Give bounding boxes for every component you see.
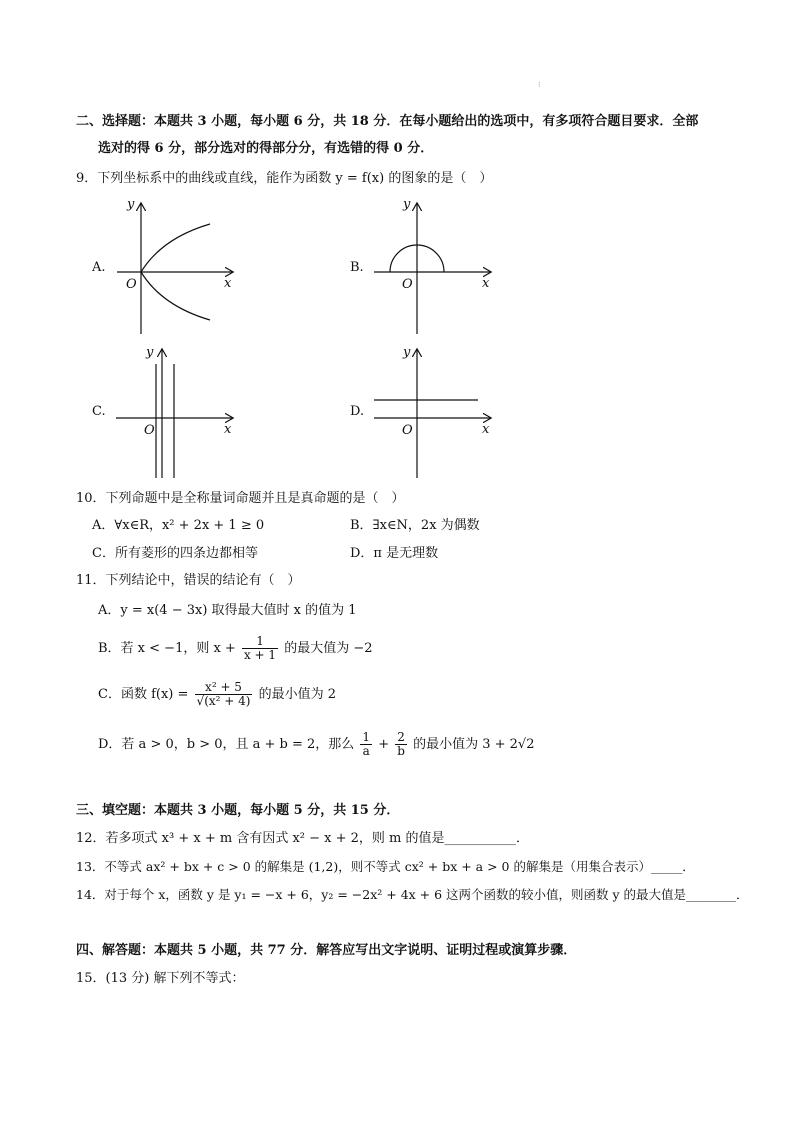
q10-stem: 10．下列命题中是全称量词命题并且是真命题的是（ ） [76,491,405,506]
origin-label: O [126,277,137,292]
q14-text: 14．对于每个 x，函数 y 是 y₁ = −x + 6，y₂ = −2x² + 4x + 6 这两个函数的较小值，则函数 y 的最大值是________． [76,887,749,902]
q11-option-a: A．y = x(4 − 3x) 取得最大值时 x 的值为 1 [98,603,357,618]
y-label: y [127,197,135,212]
q10-option-b: B．∃x∈N，2x 为偶数 [350,518,480,533]
q9-graph-a [112,198,242,338]
y-label: y [146,345,154,360]
q11-option-d [98,730,534,760]
q11-d-fraction-1 [360,731,372,758]
q9-option-d-label: D. [350,404,365,419]
q11-option-c [98,680,336,710]
q9-option-b-label: B. [350,260,364,275]
q11-d-plus: + [378,737,390,752]
q11-b-denominator: x + 1 [243,648,277,662]
corner-mark: ⁝ [538,80,541,89]
q12-text: 12．若多项式 x³ + x + m 含有因式 x² − x + 2，则 m 的值是___________． [76,831,530,846]
q11-c-fraction [195,681,253,708]
q11-c-numerator: x² + 5 [195,681,253,695]
q11-c-denominator: √(x² + 4) [196,694,251,708]
q11-b-prefix: B．若 x < −1，则 x + [98,641,236,656]
q9-option-c-label: C. [92,404,106,419]
q11-b-numerator: 1 [242,635,278,649]
x-label: x [224,276,232,291]
q11-stem: 11．下列结论中，错误的结论有（ ） [76,573,301,588]
section4-heading: 四、解答题：本题共 5 小题，共 77 分．解答应写出文字说明、证明过程或演算步骤． [76,943,577,958]
q10-option-c: C．所有菱形的四条边都相等 [92,546,258,561]
q9-graph-d [370,344,500,482]
q9-graph-c [112,344,242,482]
q11-c-suffix: 的最小值为 2 [258,687,336,702]
q11-d-numerator-2: 2 [395,731,407,745]
section3-heading: 三、填空题：本题共 3 小题，每小题 5 分，共 15 分． [76,803,400,818]
y-label: y [403,197,411,212]
q11-d-numerator-1: 1 [362,730,371,744]
q9-stem: 9．下列坐标系中的曲线或直线，能作为函数 y = f(x) 的图象的是（ ） [76,171,493,186]
q11-option-b [98,634,373,664]
q11-d-denominator-2: b [397,744,405,758]
q9-option-a-label: A. [92,260,106,275]
q11-c-prefix: C．函数 f(x) = [98,687,189,702]
origin-label: O [402,423,413,438]
q10-option-d: D．π 是无理数 [350,546,439,561]
section2-heading-line1: 二、选择题：本题共 3 小题，每小题 6 分，共 18 分．在每小题给出的选项中，有多项符合题目要求．全部 [76,114,699,129]
q13-text: 13．不等式 ax² + bx + c > 0 的解集是 (1,2)，则不等式 cx² + bx + a > 0 的解集是（用集合表示）_____． [76,859,695,874]
y-label: y [403,345,411,360]
origin-label: O [144,423,155,438]
q11-b-suffix: 的最大值为 −2 [284,641,373,656]
q11-b-fraction [242,635,278,662]
x-label: x [482,276,490,291]
q15-text: 15．(13 分) 解下列不等式： [76,971,245,986]
origin-label: O [402,277,413,292]
q11-d-prefix: D．若 a > 0，b > 0，且 a + b = 2，那么 [98,737,355,752]
q11-d-denominator-1: a [362,744,370,758]
x-label: x [482,422,490,437]
q10-option-a: A．∀x∈R，x² + 2x + 1 ≥ 0 [92,518,265,533]
x-label: x [224,422,232,437]
q11-d-fraction-2 [395,731,407,758]
q9-graph-b [370,198,500,338]
q11-d-suffix: 的最小值为 3 + 2√2 [413,737,535,752]
section2-heading-line2: 选对的得 6 分，部分选对的得部分分，有选错的得 0 分． [98,141,434,156]
